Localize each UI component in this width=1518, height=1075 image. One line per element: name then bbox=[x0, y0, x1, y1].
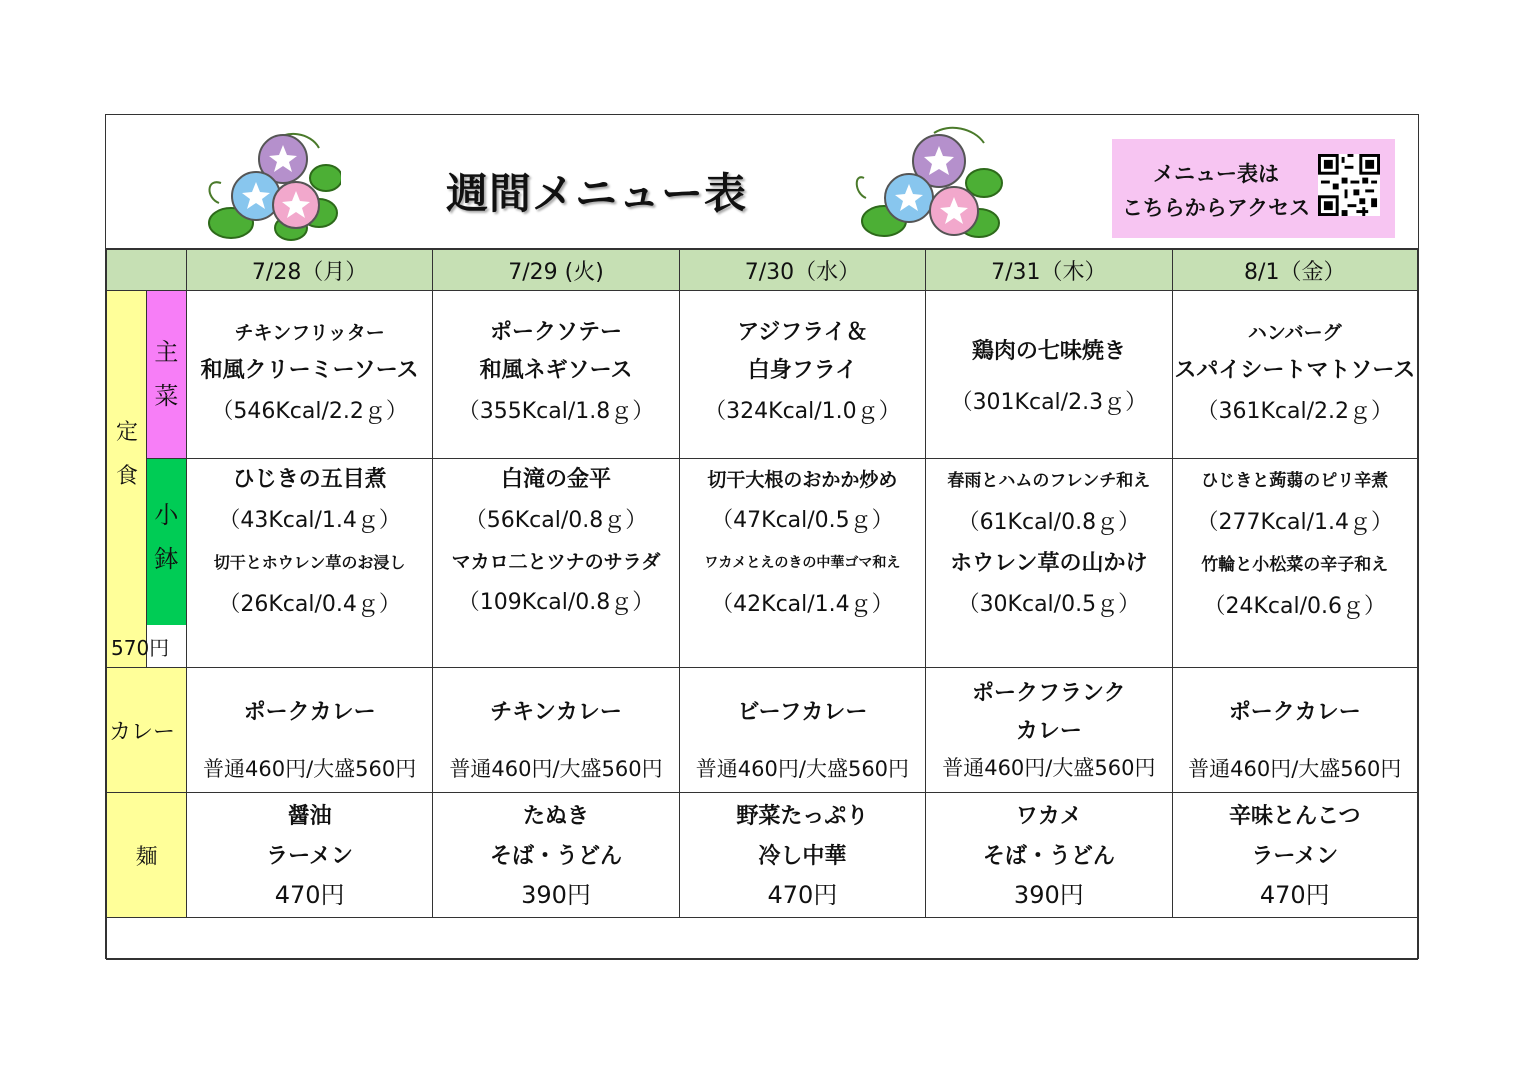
main-dish-cell bbox=[679, 291, 925, 459]
day-header-fri: 8/1（金） bbox=[1172, 250, 1417, 291]
small-dish-cell bbox=[926, 458, 1172, 667]
noodle-label: 麺 bbox=[107, 793, 187, 918]
curry-cell bbox=[926, 668, 1172, 793]
footer-empty-cell bbox=[107, 918, 1418, 960]
dish-name: 白滝の金平 bbox=[501, 466, 612, 492]
dish-kcal: （324Kcal/1.0ｇ） bbox=[704, 399, 901, 425]
noodle-name: ワカメ bbox=[1015, 804, 1082, 829]
curry-name: ポークフランク bbox=[972, 681, 1126, 706]
shusai-label-cell bbox=[146, 291, 186, 459]
day-header-tue: 7/29 (火) bbox=[433, 250, 679, 291]
noodle-price: 390円 bbox=[521, 881, 591, 909]
dish-kcal: （30Kcal/0.5ｇ） bbox=[957, 591, 1141, 617]
curry-name: ポークカレー bbox=[1228, 700, 1361, 725]
dish-name: 竹輪と小松菜の辛子和え bbox=[1201, 554, 1389, 575]
dish-name: 切干とホウレン草のお浸し bbox=[213, 552, 406, 572]
dish-name: ワカメとえのきの中華ゴマ和え bbox=[704, 554, 901, 571]
dish-kcal: （301Kcal/2.3ｇ） bbox=[950, 390, 1148, 416]
curry-cell bbox=[679, 668, 925, 793]
noodle-price: 470円 bbox=[1259, 881, 1330, 909]
main-dish-cell bbox=[186, 291, 432, 459]
main-dish-row bbox=[107, 291, 1418, 459]
dish-kcal: （24Kcal/0.6ｇ） bbox=[1203, 593, 1387, 619]
kobachi-label-2: 鉢 bbox=[154, 544, 179, 573]
noodle-name: たぬき bbox=[523, 804, 590, 829]
noodle-name: ラーメン bbox=[266, 844, 354, 869]
dish-kcal: （109Kcal/0.8ｇ） bbox=[457, 589, 655, 615]
dish-kcal: （61Kcal/0.8ｇ） bbox=[957, 509, 1141, 535]
noodle-cell bbox=[186, 793, 432, 918]
small-dish-cell bbox=[679, 458, 925, 667]
kobachi-label-1: 小 bbox=[154, 500, 179, 529]
curry-cell bbox=[433, 668, 679, 793]
menu-table bbox=[106, 249, 1418, 960]
dish-kcal: （361Kcal/2.2ｇ） bbox=[1196, 399, 1394, 425]
curry-name: ポークカレー bbox=[243, 700, 376, 725]
dish-name: 春雨とハムのフレンチ和え bbox=[947, 470, 1151, 491]
qr-caption bbox=[1118, 157, 1314, 225]
dish-kcal: （42Kcal/1.4ｇ） bbox=[711, 591, 894, 617]
dish-name: ホウレン草の山かけ bbox=[950, 550, 1148, 576]
corner-cell bbox=[107, 250, 187, 291]
dish-kcal: （56Kcal/0.8ｇ） bbox=[464, 507, 648, 533]
small-dish-row bbox=[107, 458, 1418, 667]
noodle-name: 冷し中華 bbox=[758, 844, 847, 869]
morning-glory-icon bbox=[201, 123, 341, 247]
qr-caption-line1: メニュー表は bbox=[1153, 162, 1279, 186]
noodle-name: 野菜たっぷり bbox=[736, 804, 869, 829]
dish-name: 白身フライ bbox=[747, 358, 858, 384]
dish-name: ひじきと蒟蒻のピリ辛煮 bbox=[1201, 470, 1389, 491]
curry-price: 普通460円/大盛560円 bbox=[449, 757, 663, 781]
day-header-mon: 7/28（月） bbox=[186, 250, 432, 291]
curry-label: カレー bbox=[107, 668, 187, 793]
dish-name: スパイシートマトソース bbox=[1174, 358, 1416, 384]
dish-kcal: （277Kcal/1.4ｇ） bbox=[1196, 509, 1394, 535]
main-dish-cell bbox=[1172, 291, 1417, 459]
day-header-wed: 7/30（水） bbox=[679, 250, 925, 291]
noodle-name: 辛味とんこつ bbox=[1228, 804, 1361, 829]
main-dish-cell bbox=[926, 291, 1172, 459]
curry-cell bbox=[1172, 668, 1417, 793]
day-header-thu: 7/31（木） bbox=[926, 250, 1172, 291]
teishoku-price: 570円 bbox=[111, 636, 170, 660]
menu-header bbox=[106, 115, 1418, 249]
dish-kcal: （26Kcal/0.4ｇ） bbox=[218, 591, 401, 617]
qr-code-icon[interactable] bbox=[1318, 154, 1380, 216]
qr-caption-line2: こちらからアクセス bbox=[1121, 196, 1311, 220]
noodle-price: 390円 bbox=[1013, 881, 1084, 909]
noodle-price: 470円 bbox=[767, 881, 838, 909]
dish-name: ポークソテー bbox=[490, 320, 623, 346]
noodle-cell bbox=[679, 793, 925, 918]
small-dish-cell bbox=[186, 458, 432, 667]
small-dish-cell bbox=[433, 458, 679, 667]
shusai-label-2: 菜 bbox=[154, 382, 179, 411]
teishoku-label-cell bbox=[107, 291, 170, 668]
weekly-menu-sheet bbox=[105, 114, 1419, 959]
dish-name: アジフライ＆ bbox=[737, 320, 868, 346]
dish-kcal: （355Kcal/1.8ｇ） bbox=[457, 399, 655, 425]
teishoku-label-2: 食 bbox=[115, 464, 138, 489]
page-title: 週間メニュー表 bbox=[446, 169, 748, 218]
curry-row bbox=[107, 668, 1418, 793]
noodle-name: ラーメン bbox=[1251, 844, 1339, 869]
small-dish-cell bbox=[1172, 458, 1417, 667]
dish-name: マカロ二とツナのサラダ bbox=[451, 550, 661, 573]
dish-kcal: （43Kcal/1.4ｇ） bbox=[218, 507, 401, 533]
curry-name: カレー bbox=[1015, 719, 1082, 744]
main-dish-cell bbox=[433, 291, 679, 459]
curry-price: 普通460円/大盛560円 bbox=[1188, 757, 1402, 781]
curry-price: 普通460円/大盛560円 bbox=[695, 757, 910, 781]
noodle-name: 醤油 bbox=[287, 804, 332, 829]
noodle-name: そば・うどん bbox=[982, 844, 1115, 869]
shusai-label-1: 主 bbox=[154, 338, 179, 367]
noodle-price: 470円 bbox=[274, 881, 345, 909]
dish-name: 和風クリーミーソース bbox=[200, 358, 419, 384]
dish-name: ひじきの五目煮 bbox=[232, 466, 387, 492]
morning-glory-icon bbox=[854, 123, 1014, 247]
dish-kcal: （546Kcal/2.2ｇ） bbox=[211, 399, 408, 425]
dish-kcal: （47Kcal/0.5ｇ） bbox=[711, 507, 894, 533]
noodle-name: そば・うどん bbox=[490, 844, 623, 869]
dish-name: 切干大根のおかか炒め bbox=[707, 468, 898, 491]
curry-name: ビーフカレー bbox=[737, 700, 868, 725]
dish-name: 鶏肉の七味焼き bbox=[971, 339, 1126, 365]
noodle-cell bbox=[926, 793, 1172, 918]
noodle-cell bbox=[1172, 793, 1417, 918]
qr-access-box bbox=[1112, 139, 1395, 238]
dish-name: ハンバーグ bbox=[1247, 322, 1342, 345]
dish-name: チキンフリッター bbox=[234, 322, 385, 345]
curry-cell bbox=[186, 668, 432, 793]
curry-price: 普通460円/大盛560円 bbox=[942, 756, 1156, 780]
noodle-row bbox=[107, 793, 1418, 918]
footer-row bbox=[107, 918, 1418, 960]
day-header-row bbox=[107, 250, 1418, 291]
teishoku-label-1: 定 bbox=[115, 420, 138, 445]
curry-name: チキンカレー bbox=[490, 700, 622, 725]
noodle-cell bbox=[433, 793, 679, 918]
dish-name: 和風ネギソース bbox=[479, 358, 633, 384]
curry-price: 普通460円/大盛560円 bbox=[202, 757, 417, 781]
